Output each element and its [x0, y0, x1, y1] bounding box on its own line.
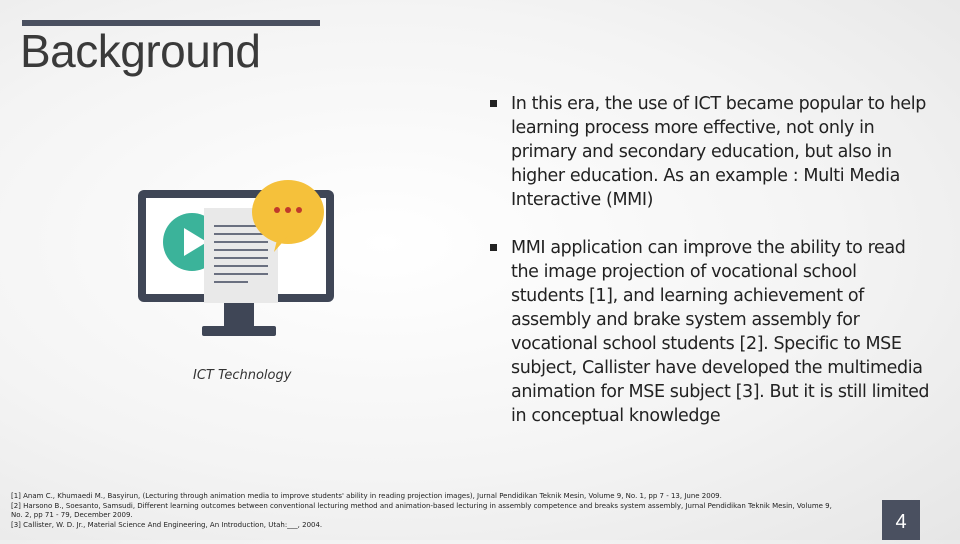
references [11, 492, 861, 530]
square-bullet-icon [490, 244, 497, 251]
reference-line: [2] Harsono B., Soesanto, Samsudi, Different learning outcomes between conventional lecturing method and animation-based lecturing in assembly competence and breaks system assembly, Jurnal Pendidikan Teknik Mesin, Volume 9, [11, 501, 832, 510]
bullet-list [490, 92, 930, 452]
reference-line: No. 2, pp 71 - 79, December 2009. [11, 511, 133, 519]
page-number: 4 [882, 500, 920, 540]
bullet-text: MMI application can improve the ability to read the image projection of vocational school students [1], and learning achievement of assembly and brake system assembly for vocational school students [2]. Specific to MSE subject, Callister have developed the multimedia animation for MSE subject [3]. But it is still limited in conceptual knowledge [511, 238, 930, 426]
square-bullet-icon [490, 100, 497, 107]
bullet-text: In this era, the use of ICT became popular to help learning process more effective, not only in primary and secondary education, but also in higher education. As an example : Multi Media Interactive (MMI) [511, 94, 926, 210]
ict-illustration [128, 170, 350, 366]
monitor-video-chat-icon [128, 170, 350, 366]
illustration-caption: ICT Technology [193, 368, 292, 383]
reference-line: [3] Callister, W. D. Jr., Material Science And Engineering, An Introduction, Utah:___, 2004. [11, 520, 323, 529]
slide-title: Background [20, 25, 261, 77]
reference-line: [1] Anam C., Khumaedi M., Basyirun, (Lecturing through animation media to improve students' ability in reading projection images), Jurnal Pendidikan Teknik Mesin, Volume 9, No. 1, pp 7 - 13, June 2009. [11, 492, 722, 500]
bullet-item [490, 92, 930, 212]
bullet-item [490, 236, 930, 428]
